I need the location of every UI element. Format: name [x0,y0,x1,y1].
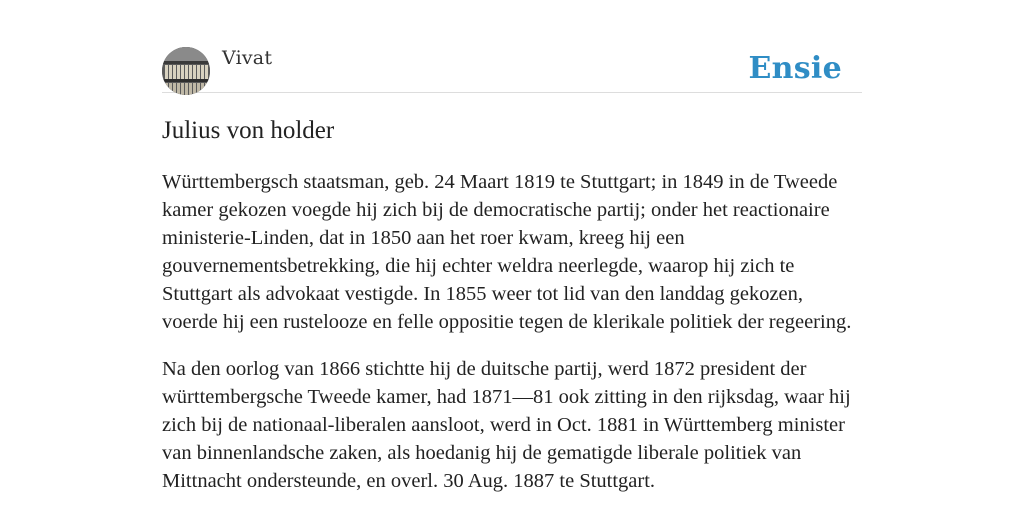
source-name[interactable]: Vivat [222,47,273,69]
bookshelf-icon [162,47,210,95]
article-body [162,168,862,512]
header [162,0,862,93]
article-paragraph: Württembergsch staatsman, geb. 24 Maart 1819 te Stuttgart; in 1849 in de Tweede kamer gekozen voegde hij zich bij de democratische partij; onder het reactionaire ministerie-Linden, dat in 1850 aan het roer kwam, kreeg hij een gouvernementsbetrekking, die hij echter weldra neerlegde, waarop hij zich te Stuttgart als advokaat vestigde. In 1855 weer tot lid van den landdag gekozen, voerde hij een rustelooze en felle oppositie tegen de klerikale politiek der regeering. [162,171,852,333]
article-title: Julius von holder [162,117,335,144]
source-avatar[interactable] [162,47,210,95]
page [162,0,862,492]
article-paragraph: Na den oorlog van 1866 stichtte hij de duitsche partij, werd 1872 president der württembergsche Tweede kamer, had 1871—81 ook zitting in den rijksdag, waar hij zich bij de nationaal-liberalen aansloot, werd in Oct. 1881 in Württemberg minister van binnenlandsche zaken, als hoedanig hij de gematigde liberale politiek van Mittnacht ondersteunde, en overl. 30 Aug. 1887 te Stuttgart. [162,358,851,492]
brand-logo[interactable]: Ensie [748,51,842,86]
